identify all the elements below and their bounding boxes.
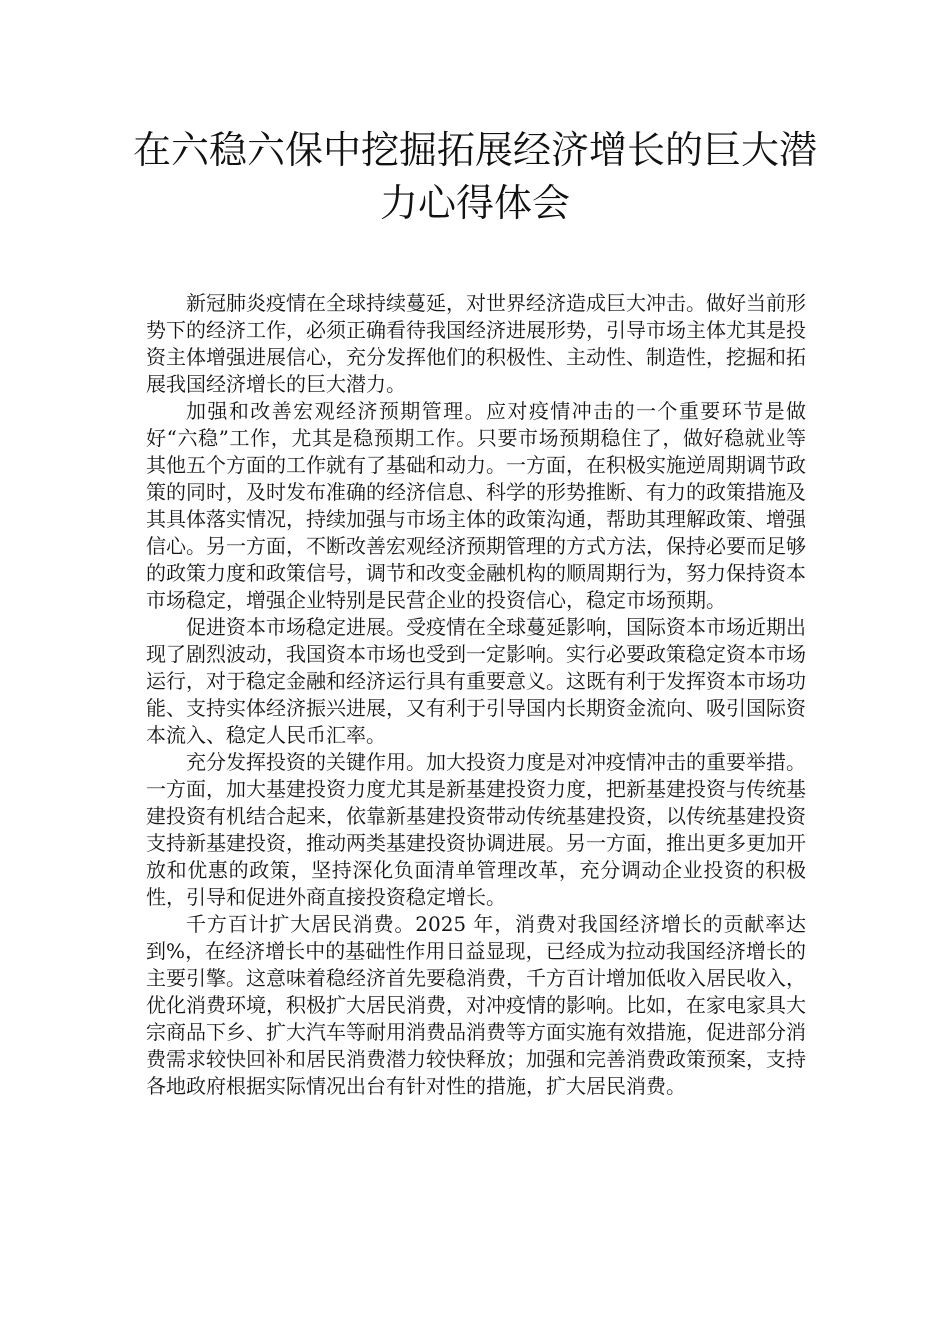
paragraph-investment: 充分发挥投资的关键作用。加大投资力度是对冲疫情冲击的重要举措。一方面，加大基建投资力度尤其是新基建投资力度，把新基建投资与传统基建投资有机结合起来，依靠新基建投资带动传统基建投资，以传统基建投资支持新基建投资，推动两类基建投资协调进展。另一方面，推出更多更加开放和优惠的政策，坚持深化负面清单管理改革，充分调动企业投资的积极性，引导和促进外商直接投资稳定增长。: [146, 750, 806, 909]
paragraph-intro: 新冠肺炎疫情在全球持续蔓延，对世界经济造成巨大冲击。做好当前形势下的经济工作，必须正确看待我国经济进展形势，引导市场主体尤其是投资主体增强进展信心，充分发挥他们的积极性、主动性、制造性，挖掘和拓展我国经济增长的巨大潜力。: [146, 291, 806, 396]
document-title: 在六稳六保中挖掘拓展经济增长的巨大潜力心得体会: [132, 128, 817, 225]
paragraph-expectation-management: 加强和改善宏观经济预期管理。应对疫情冲击的一个重要环节是做好“六稳”工作，尤其是稳预期工作。只要市场预期稳住了，做好稳就业等其他五个方面的工作就有了基础和动力。一方面，在积极实施逆周期调节政策的同时，及时发布准确的经济信息、科学的形势推断、有力的政策措施及其具体落实情况，持续加强与市场主体的政策沟通，帮助其理解政策、增强信心。另一方面，不断改善宏观经济预期管理的方式方法，保持必要而足够的政策力度和政策信号，调节和改变金融机构的顺周期行为，努力保持资本市场稳定，增强企业特别是民营企业的投资信心，稳定市场预期。: [146, 399, 806, 612]
paragraph-consumption: 千方百计扩大居民消费。2025 年，消费对我国经济增长的贡献率达到%，在经济增长中的基础性作用日益显现，已经成为拉动我国经济增长的主要引擎。这意味着稳经济首先要稳消费，千方百计增加低收入居民收入，优化消费环境，积极扩大居民消费，对冲疫情的影响。比如，在家电家具大宗商品下乡、扩大汽车等耐用消费品消费等方面实施有效措施，促进部分消费需求较快回补和居民消费潜力较快释放；加强和完善消费政策预案，支持各地政府根据实际情况出台有针对性的措施，扩大居民消费。: [146, 912, 806, 1098]
paragraph-capital-market: 促进资本市场稳定进展。受疫情在全球蔓延影响，国际资本市场近期出现了剧烈波动，我国资本市场也受到一定影响。实行必要政策稳定资本市场运行，对于稳定金融和经济运行具有重要意义。这既有利于发挥资本市场功能、支持实体经济振兴进展，又有利于引导国内长期资金流向、吸引国际资本流入、稳定人民币汇率。: [146, 615, 806, 747]
document-body: [146, 290, 806, 1100]
